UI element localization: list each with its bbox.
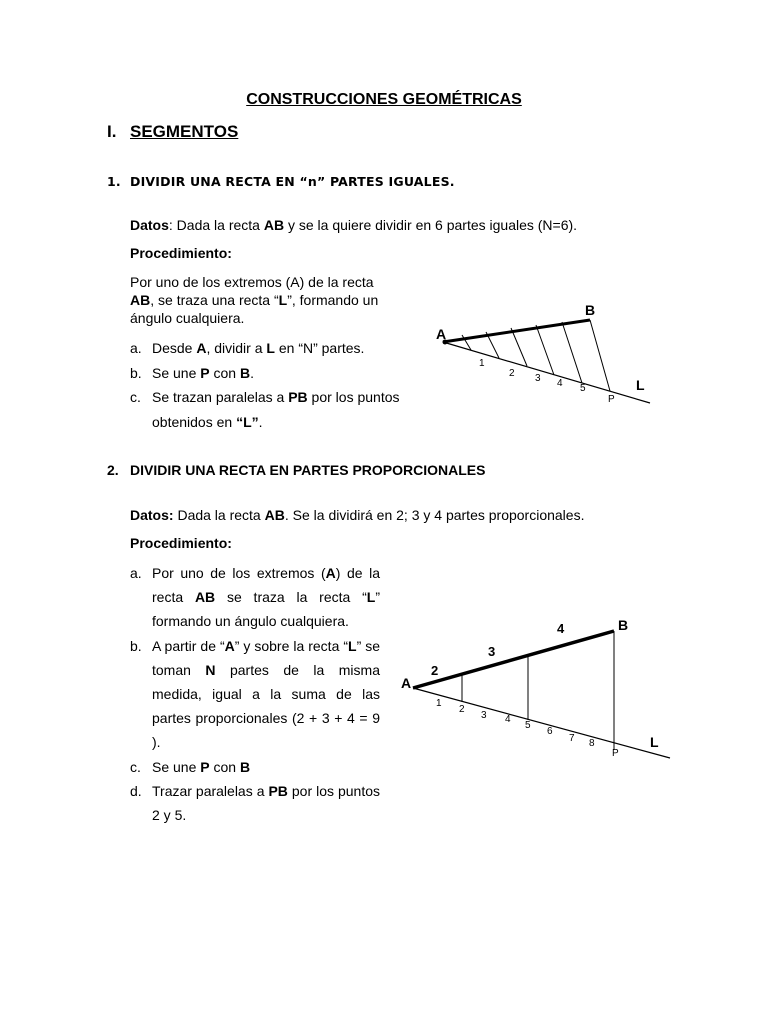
- s1-intro-bold-ab: AB: [130, 292, 151, 308]
- step-bold: B: [239, 758, 251, 775]
- s2-procedimiento-label: Procedimiento:: [130, 535, 232, 551]
- label-p: P: [612, 748, 619, 759]
- tick-label: 8: [589, 738, 595, 749]
- step-text: con: [209, 364, 240, 381]
- step-text: Desde: [152, 340, 197, 356]
- list-marker: a.: [130, 565, 142, 581]
- label-b: B: [618, 617, 629, 633]
- step-text: se traza la recta “: [215, 589, 367, 606]
- s1-procedimiento-label: Procedimiento:: [130, 245, 232, 261]
- step-text: Se une: [152, 364, 201, 381]
- label-a: A: [401, 675, 412, 691]
- list-marker: b.: [130, 637, 142, 654]
- subsection-1-title: DIVIDIR UNA RECTA EN “n” PARTES IGUALES.: [130, 174, 455, 189]
- step-text: partes de la misma medida, igual a la suma de las partes proporcionales (2 + 3 + 4 = 9 ).: [152, 661, 380, 751]
- label-p: P: [608, 394, 615, 405]
- step-bold: L: [366, 589, 376, 606]
- step-text: por los puntos obtenidos en: [152, 389, 400, 430]
- step-text: Por uno de los extremos (: [152, 565, 326, 581]
- tick-label: 1: [479, 358, 485, 369]
- s1-intro-text-3: ”, formando un: [287, 292, 379, 308]
- step-text: Se une: [152, 758, 201, 775]
- step-text: ” formando un ángulo cualquiera.: [152, 589, 381, 630]
- step-text: ) de la recta: [152, 565, 380, 606]
- page-title: CONSTRUCCIONES GEOMÉTRICAS: [246, 91, 522, 108]
- label-b: B: [585, 302, 596, 318]
- step-bold: PB: [268, 782, 288, 799]
- s1-datos-text: : Dada la recta: [168, 217, 264, 233]
- step-bold: P: [200, 758, 210, 775]
- subsection-2-title: DIVIDIR UNA RECTA EN PARTES PROPORCIONALES: [130, 462, 486, 478]
- step-bold: A: [224, 637, 235, 654]
- list-marker: a.: [130, 340, 142, 356]
- step-bold: L: [266, 340, 275, 356]
- step-text: Trazar paralelas a: [152, 782, 269, 799]
- s1-intro-text-4: ángulo cualquiera.: [130, 310, 245, 326]
- s2-datos-text: Dada la recta: [173, 507, 265, 523]
- tick-label: 4: [505, 714, 511, 725]
- list-marker: c.: [130, 389, 141, 405]
- tick-label: 4: [557, 378, 563, 389]
- step-text: .: [258, 413, 263, 430]
- tick-label: 5: [525, 720, 531, 731]
- tick-label: 5: [580, 383, 586, 394]
- section-number: I.: [107, 122, 117, 141]
- tick-label: 7: [569, 733, 575, 744]
- label-l: L: [636, 377, 645, 393]
- step-bold: PB: [288, 389, 308, 405]
- s1-intro-bold-l: L: [278, 292, 288, 308]
- tick-label: 2: [459, 704, 465, 715]
- tick-label: 3: [481, 710, 487, 721]
- s2-datos-bold: AB: [264, 507, 285, 523]
- section-title: SEGMENTOS: [130, 122, 239, 141]
- step-text: ” y sobre la recta “: [234, 637, 348, 654]
- step-text: , dividir a: [206, 340, 267, 356]
- s1-datos-label: Datos: [130, 217, 169, 233]
- s2-datos-text-2: . Se la dividirá en 2; 3 y 4 partes proporcionales.: [284, 507, 585, 523]
- s1-datos-text-2: y se la quiere dividir en 6 partes iguales (N=6).: [284, 217, 578, 233]
- step-bold: AB: [194, 589, 216, 606]
- list-marker: d.: [130, 782, 142, 799]
- step-bold: B: [239, 364, 251, 381]
- step-text: A partir de “: [152, 637, 225, 654]
- label-l: L: [650, 734, 659, 750]
- tick-label: 3: [535, 373, 541, 384]
- subsection-2-number: 2.: [107, 462, 119, 478]
- s2-datos-label: Datos:: [130, 507, 174, 523]
- step-text: Se trazan paralelas a: [152, 389, 289, 405]
- step-text: ” se toman: [152, 637, 380, 678]
- tick-label: 1: [436, 698, 442, 709]
- subsection-1-number: 1.: [107, 174, 121, 189]
- step-bold: N: [205, 661, 216, 678]
- step-bold: “L”: [236, 413, 259, 430]
- s1-datos-bold: AB: [263, 217, 285, 233]
- step-bold: L: [348, 637, 357, 654]
- step-bold: P: [200, 364, 210, 381]
- step-bold: A: [325, 565, 336, 581]
- line-l: [413, 688, 670, 758]
- segment-label: 4: [557, 621, 565, 636]
- step-text: por los puntos 2 y 5.: [152, 782, 380, 824]
- step-text: .: [250, 364, 254, 381]
- label-a: A: [436, 326, 447, 342]
- tick-label: 2: [509, 368, 515, 379]
- s1-intro-text-2: , se traza una recta “: [150, 292, 279, 308]
- step-text: con: [209, 758, 240, 775]
- tick-label: 6: [547, 726, 553, 737]
- step-bold: A: [196, 340, 207, 356]
- segment-label: 3: [488, 644, 496, 659]
- segment-label: 2: [431, 663, 439, 678]
- list-marker: b.: [130, 364, 142, 381]
- list-marker: c.: [130, 758, 141, 775]
- segment-ab: [413, 631, 614, 688]
- s1-intro-text: Por uno de los extremos (A) de la recta: [130, 274, 374, 290]
- step-text: en “N” partes.: [274, 340, 365, 356]
